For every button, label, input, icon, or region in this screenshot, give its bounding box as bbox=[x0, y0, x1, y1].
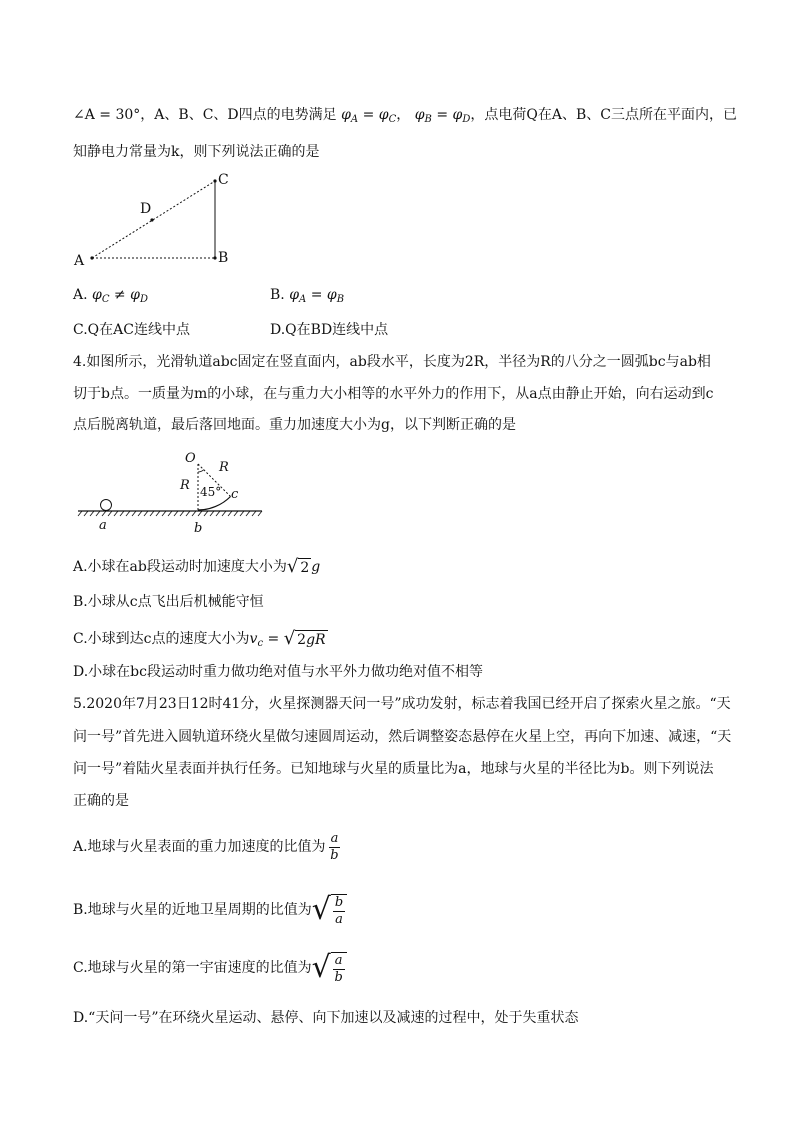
angle-mark bbox=[198, 470, 204, 472]
q5-line-1: 5.2020年7月23日12时41分，火星探测器天问一号”成功发射，标志着我国已经开启了探索火星之旅。“天 bbox=[73, 696, 731, 712]
label-a: A bbox=[74, 253, 85, 269]
q3-option-d: D.Q在BD连线中点 bbox=[270, 322, 389, 338]
q3-line-2: 知静电力常量为k，则下列说法正确的是 bbox=[73, 144, 320, 160]
q5-option-a: A.地球与火星表面的重力加速度的比值为 $\frac{a}{b}$ bbox=[73, 830, 339, 863]
label-b: B bbox=[218, 250, 229, 266]
q4-option-b: B.小球从c点飞出后机械能守恒 bbox=[73, 594, 264, 610]
label-r-top: R bbox=[219, 460, 229, 475]
q3-triangle-figure bbox=[72, 170, 252, 270]
point-b bbox=[213, 256, 216, 259]
label-c: C bbox=[218, 172, 229, 188]
q3-points-text: A、B、C、D四点的电势满足 bbox=[154, 107, 337, 123]
q4-option-a: A.小球在ab段运动时加速度大小为 √ 2 g bbox=[73, 556, 321, 577]
q4-track-figure bbox=[78, 448, 278, 538]
q4-line-2: 切于b点。一质量为m的小球，在与重力大小相等的水平外力的作用下，从a点由静止开始，向右运动到c bbox=[73, 386, 714, 402]
q3-option-a: A. $\varphi_C \ne \varphi_D$ bbox=[73, 287, 148, 305]
q5-option-d: D.“天问一号”在环绕火星运动、悬停、向下加速以及减速的过程中，处于失重状态 bbox=[73, 1010, 579, 1026]
label-b: b bbox=[194, 521, 203, 536]
q3-option-b: B. $\varphi_A = \varphi_B$ bbox=[270, 287, 345, 305]
q3-eq1: $\varphi_A = \varphi_C$， bbox=[341, 107, 411, 125]
q4-line-1: 4.如图所示，光滑轨道abc固定在竖直面内，ab段水平，长度为2R，半径为R的八分之一圆弧bc与ab相 bbox=[73, 354, 711, 370]
q3-rest-text: 点电荷Q在A、B、C三点所在平面内，已 bbox=[484, 107, 737, 123]
q5-line-2: 问一号”首先进入圆轨道环绕火星做匀速圆周运动，然后调整姿态悬停在火星上空，再向下加速、减速，“天 bbox=[73, 729, 732, 745]
sqrt-a-over-b: √ $\frac{a}{b}$ bbox=[312, 952, 347, 985]
q5-line-3: 问一号”着陆火星表面并执行任务。已知地球与火星的质量比为a，地球与火星的半径比为b。则下列说法 bbox=[73, 761, 714, 777]
q5-option-b: B.地球与火星的近地卫星周期的比值为 √ $\frac{b}{a}$ bbox=[73, 890, 347, 930]
label-o: O bbox=[185, 451, 196, 466]
ground-hatch bbox=[78, 511, 262, 516]
label-angle: 45° bbox=[200, 485, 222, 499]
q5-line-4: 正确的是 bbox=[73, 793, 129, 809]
label-r-left: R bbox=[180, 478, 190, 493]
q5-option-c: C.地球与火星的第一宇宙速度的比值为 √ $\frac{a}{b}$ bbox=[73, 948, 347, 988]
point-a bbox=[90, 256, 93, 259]
fraction-a-over-b: $\frac{a}{b}$ bbox=[330, 830, 339, 863]
ball bbox=[101, 500, 112, 511]
q3-line-1 bbox=[73, 108, 737, 125]
point-d bbox=[150, 218, 153, 221]
label-d: D bbox=[140, 201, 152, 217]
sqrt-b-over-a: √ $\frac{b}{a}$ bbox=[312, 894, 347, 927]
q4-option-d: D.小球在bc段运动时重力做功绝对值与水平外力做功绝对值不相等 bbox=[73, 664, 483, 680]
q3-eq2: $\varphi_B = \varphi_D$， bbox=[414, 107, 485, 125]
label-c: c bbox=[231, 487, 239, 502]
point-c bbox=[213, 179, 216, 182]
q3-angle: ∠A = 30°， bbox=[73, 107, 155, 123]
q3-option-c: C.Q在AC连线中点 bbox=[73, 322, 190, 338]
q4-option-c: C.小球到达c点的速度大小为$v_c$ = √ 2 gR bbox=[73, 628, 326, 649]
q4-line-3: 点后脱离轨道，最后落回地面。重力加速度大小为g，以下判断正确的是 bbox=[73, 417, 516, 433]
label-a: a bbox=[99, 518, 107, 533]
